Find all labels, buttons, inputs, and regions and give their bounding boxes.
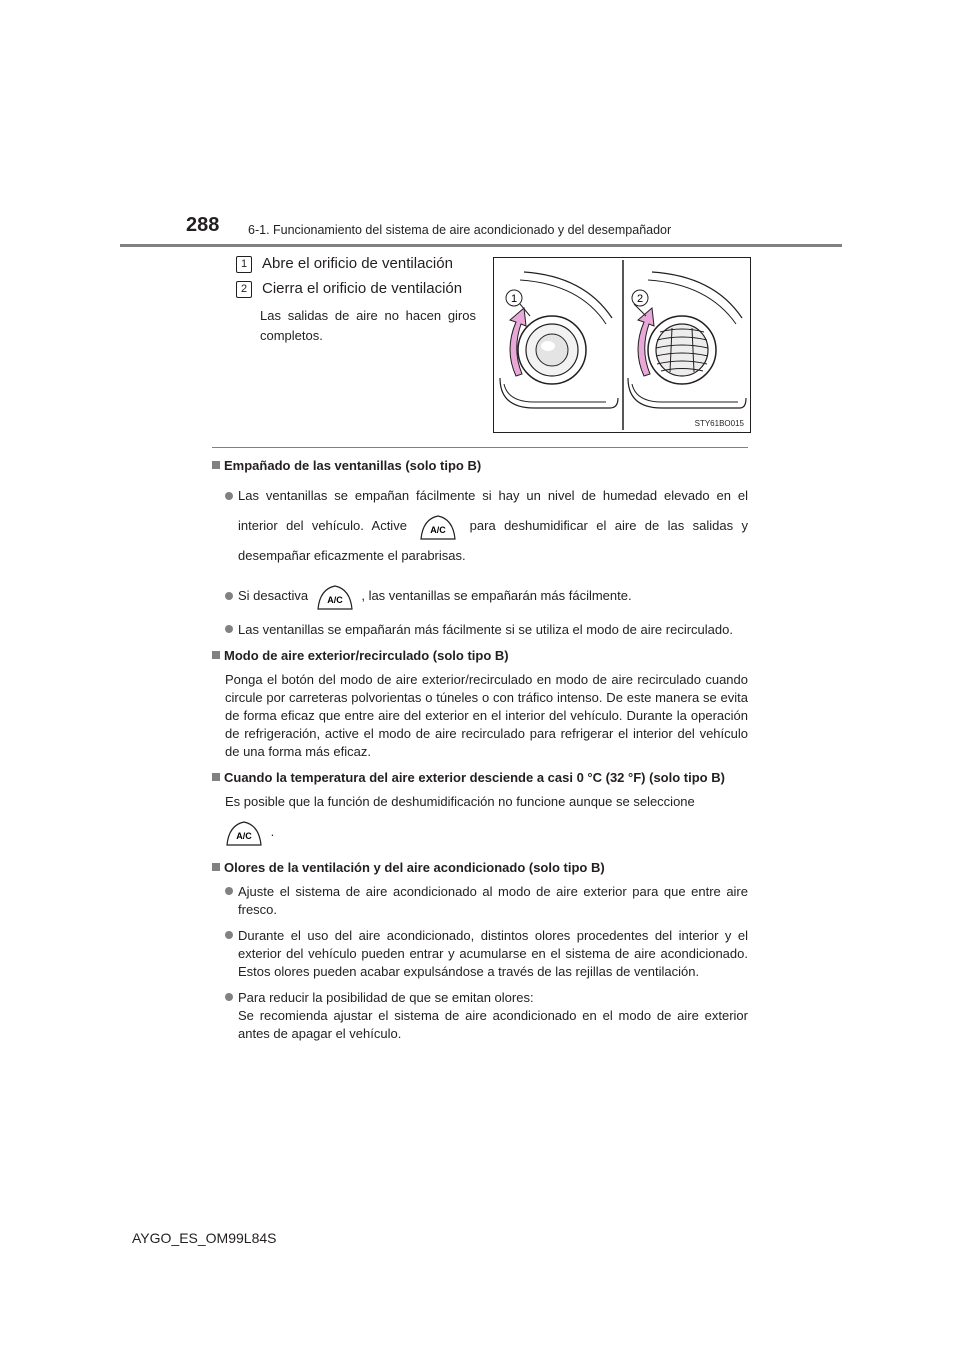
list-item <box>212 481 748 571</box>
section-title: 6-1. Funcionamiento del sistema de aire acondicionado y del desempañador <box>248 223 672 237</box>
svg-text:A/C: A/C <box>236 830 252 841</box>
heading-text: Olores de la ventilación y del aire acondicionado (solo tipo B) <box>224 860 605 875</box>
list-item <box>212 579 748 613</box>
paragraph: Ponga el botón del modo de aire exterior/recirculado en modo de aire recirculado cuando circule por carreteras polvorientas o túneles o con tráfico intenso. De este manera se evita de forma eficaz que entre aire del exterior en el interior del vehículo. Durante la operación de refrigeración, active el modo de aire recirculado para refrigerar el interior del vehículo de una forma más eficaz. <box>225 672 748 759</box>
vent-illustration <box>494 258 750 432</box>
callout-text-1: Abre el orificio de ventilación <box>262 255 453 272</box>
bullet-icon <box>225 931 233 939</box>
bullet-text: Las ventanillas se empañarán más fácilmente si se utiliza el modo de aire recirculado. <box>238 622 733 637</box>
callout-1 <box>236 255 453 273</box>
heading-square-icon <box>212 651 220 659</box>
vent-figure <box>493 257 751 433</box>
heading-text: Empañado de las ventanillas (solo tipo B) <box>224 458 482 473</box>
heading-square-icon <box>212 461 220 469</box>
bullet-text: Se recomienda ajustar el sistema de aire acondicionado en el modo de aire exterior antes de apagar el vehículo. <box>238 1008 748 1041</box>
bullet-icon <box>225 592 233 600</box>
section-heading-recirculation <box>212 647 748 665</box>
list-item <box>212 883 748 919</box>
bullet-text: para deshumidificar el aire de las salidas y desempañar eficazmente el parabrisas. <box>238 518 748 563</box>
svg-text:A/C: A/C <box>430 524 447 535</box>
paragraph: Es posible que la función de deshumidificación no funcione aunque se seleccione <box>225 794 695 809</box>
heading-text: Cuando la temperatura del aire exterior desciende a casi 0 °C (32 °F) (solo tipo B) <box>224 770 725 785</box>
heading-text: Modo de aire exterior/recirculado (solo tipo B) <box>224 648 509 663</box>
list-item <box>212 621 748 639</box>
callout-number-2: 2 <box>236 281 252 298</box>
bullet-icon <box>225 887 233 895</box>
bullet-text: Ajuste el sistema de aire acondicionado al modo de aire exterior para que entre aire fresco. <box>238 884 748 917</box>
bullet-text: , las ventanillas se empañarán más fácilmente. <box>361 588 632 603</box>
footer-code: AYGO_ES_OM99L84S <box>132 1230 277 1246</box>
header-rule <box>120 244 842 247</box>
bullet-icon <box>225 492 233 500</box>
section-heading-low-temperature <box>212 769 748 787</box>
bullet-text: Para reducir la posibilidad de que se emitan olores: <box>238 990 534 1005</box>
bullet-text: Las ventanillas se empañan fácilmente si hay un nivel de humedad elevado en el interior del vehículo. Active <box>238 488 748 533</box>
bullet-text: Si desactiva <box>238 588 309 603</box>
ac-button-icon <box>419 513 457 541</box>
ac-button-line <box>212 815 748 849</box>
svg-text:A/C: A/C <box>326 594 343 605</box>
heading-square-icon <box>212 863 220 871</box>
callout-note: Las salidas de aire no hacen giros completos. <box>260 308 476 343</box>
section-heading-fogging <box>212 457 748 475</box>
section-heading-odors <box>212 859 748 877</box>
ac-button-icon <box>225 819 263 847</box>
paragraph-end: . <box>270 824 275 839</box>
figure-code: STY61BO015 <box>694 419 744 428</box>
page-number: 288 <box>186 214 220 236</box>
list-item <box>212 927 748 981</box>
main-content <box>212 457 748 1051</box>
ac-button-icon <box>316 583 354 611</box>
callout-text-2: Cierra el orificio de ventilación <box>262 280 463 297</box>
heading-square-icon <box>212 773 220 781</box>
callout-2 <box>236 280 462 298</box>
list-item <box>212 989 748 1043</box>
figure-label-2: 2 <box>636 293 644 305</box>
bullet-icon <box>225 625 233 633</box>
callout-number-1: 1 <box>236 256 252 273</box>
figure-label-1: 1 <box>510 293 518 305</box>
bullet-text: Durante el uso del aire acondicionado, distintos olores procedentes del interior y el exterior del vehículo pueden entrar y acumularse en el sistema de aire acondicionado. Estos olores pueden acabar expulsándose a través de las rejillas de ventilación. <box>238 928 748 979</box>
bullet-icon <box>225 993 233 1001</box>
separator <box>212 447 748 448</box>
